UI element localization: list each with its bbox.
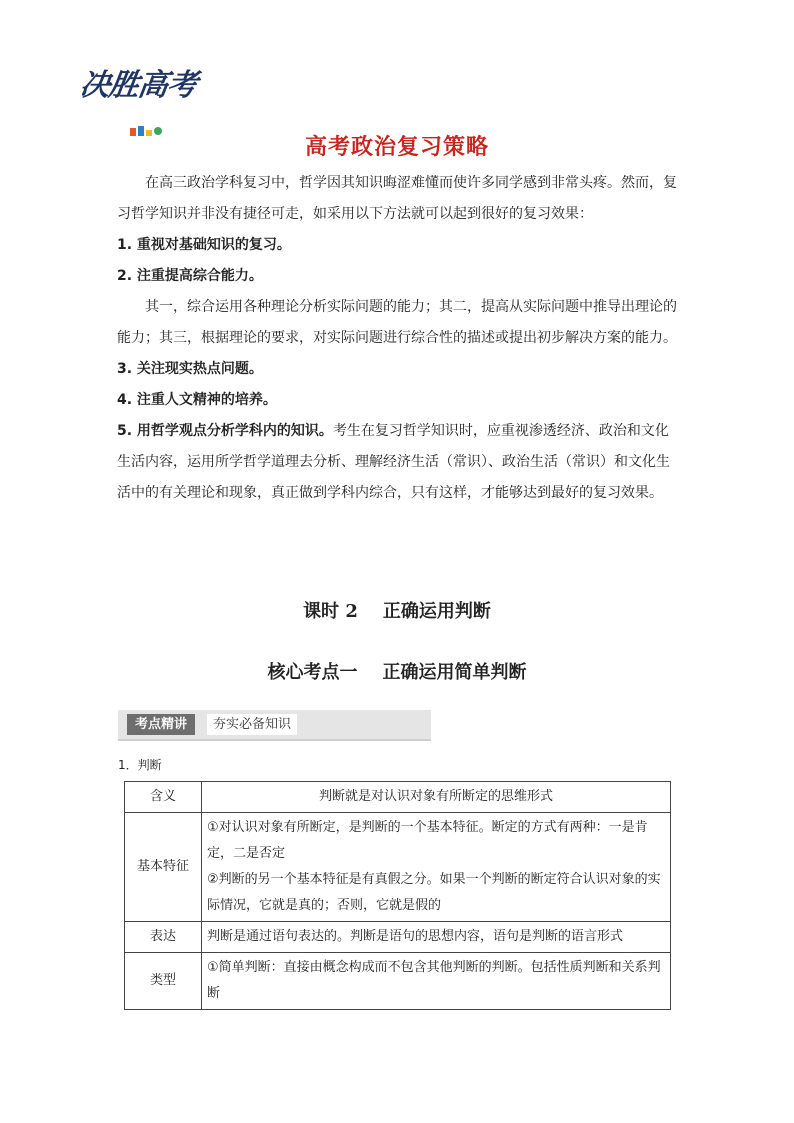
table-row [125, 922, 671, 953]
lesson-heading: 课时 2 正确运用判断 [303, 601, 491, 622]
point-5-detail: 考生在复习哲学知识时，应重视渗透经济、政治和文化生活内容，运用所学哲学道理去分析、理解经济生活（常识）、政治生活（常识）和文化生活中的有关理论和现象，真正做到学科内综合，只有这样，才能够达到最好的复习效果。 [117, 423, 670, 501]
type-line-1: ①简单判断：直接由概念构成而不包含其他判断的判断。包括性质判断和关系判断 [207, 960, 661, 1001]
section-banner [118, 710, 431, 741]
row-key: 表达 [125, 922, 202, 953]
table-row [125, 813, 671, 922]
row-key: 基本特征 [125, 813, 202, 922]
feature-line-1: ①对认识对象有所断定，是判断的一个基本特征。断定的方式有两种：一是肯定，二是否定 [207, 820, 648, 861]
row-value: 判断是通过语句表达的。判断是语句的思想内容，语句是判断的语言形式 [202, 922, 671, 953]
banner-tag: 考点精讲 [127, 714, 195, 735]
point-1: 1. 重视对基础知识的复习。 [117, 237, 291, 253]
table-row [125, 782, 671, 813]
point-5 [117, 416, 677, 509]
feature-line-2: ②判断的另一个基本特征是有真假之分。如果一个判断的断定符合认识对象的实际情况，它就是真的；否则，它就是假的 [207, 872, 661, 913]
point-4: 4. 注重人文精神的培养。 [117, 392, 277, 408]
row-key: 含义 [125, 782, 202, 813]
intro-paragraph: 在高三政治学科复习中，哲学因其知识晦涩难懂而使许多同学感到非常头疼。然而，复习哲学知识并非没有捷径可走，如采用以下方法就可以起到很好的复习效果： [117, 175, 677, 222]
point-2: 2. 注重提高综合能力。 [117, 268, 263, 284]
point-5-heading: 5. 用哲学观点分析学科内的知识。 [117, 423, 333, 439]
banner-label: 夯实必备知识 [207, 714, 297, 735]
core-point-heading: 核心考点一 正确运用简单判断 [267, 662, 527, 683]
judgment-table [124, 781, 671, 1010]
section-label: 1．判断 [118, 758, 162, 772]
row-value [202, 953, 671, 1010]
row-value [202, 813, 671, 922]
page-title: 高考政治复习策略 [304, 135, 489, 160]
row-key: 类型 [125, 953, 202, 1010]
logo-brand-text: 决胜高考 [77, 68, 199, 103]
article-body [117, 168, 677, 509]
table-row [125, 953, 671, 1010]
point-3: 3. 关注现实热点问题。 [117, 361, 263, 377]
row-value: 判断就是对认识对象有所断定的思维形式 [202, 782, 671, 813]
point-2-detail: 其一，综合运用各种理论分析实际问题的能力；其二，提高从实际问题中推导出理论的能力；其三，根据理论的要求，对实际问题进行综合性的描述或提出初步解决方案的能力。 [117, 299, 677, 346]
